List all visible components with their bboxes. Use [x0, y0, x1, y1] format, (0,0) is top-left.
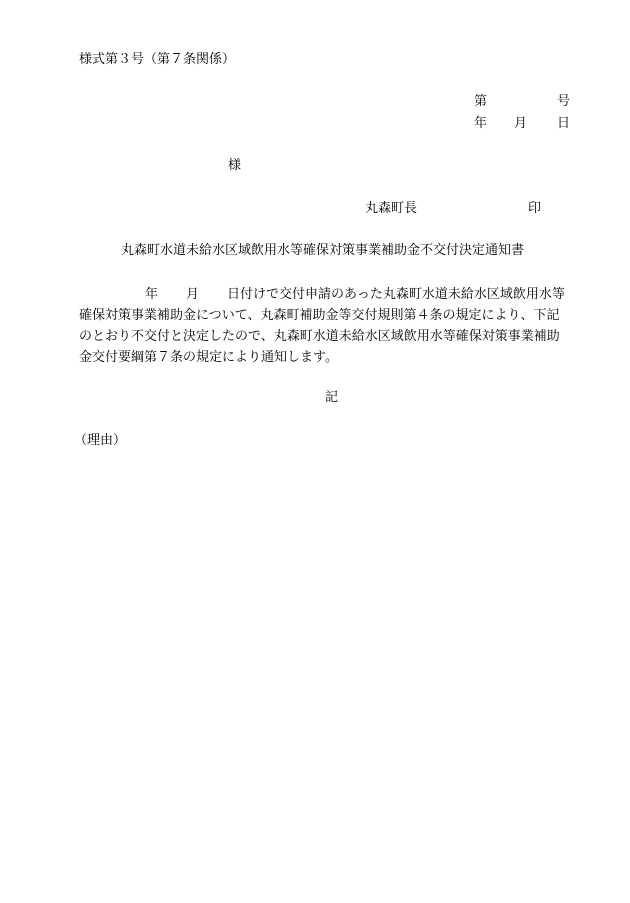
body-paragraph — [79, 284, 579, 368]
document-number-suffix: 号 — [557, 94, 571, 109]
addressee-honorific: 様 — [228, 158, 242, 173]
body-day-text: 日付けで交付申請のあった丸森町水道未給水区域飲用水等 — [227, 287, 565, 302]
body-line-2: 確保対策事業補助金について、丸森町補助金等交付規則第４条の規定により、下記 — [79, 308, 560, 323]
form-number: 様式第３号（第７条関係） — [79, 52, 236, 67]
body-line-3: のとおり不交付と決定したので、丸森町水道未給水区域飲用水等確保対策事業補助 — [79, 329, 560, 344]
date-month-label: 月 — [514, 116, 528, 131]
body-year-label: 年 — [145, 287, 159, 302]
body-line-1 — [79, 284, 579, 305]
record-mark: 記 — [325, 390, 339, 405]
reason-label: （理由） — [74, 433, 127, 448]
body-month-label: 月 — [186, 287, 200, 302]
sender-seal-mark: 印 — [528, 201, 542, 216]
date-year-label: 年 — [474, 116, 488, 131]
sender-title: 丸森町長 — [365, 201, 418, 216]
body-line-4: 金交付要綱第７条の規定により通知します。 — [79, 350, 338, 365]
date-day-label: 日 — [557, 116, 571, 131]
document-number-prefix: 第 — [474, 94, 488, 109]
document-title: 丸森町水道未給水区域飲用水等確保対策事業補助金不交付決定通知書 — [121, 243, 525, 258]
